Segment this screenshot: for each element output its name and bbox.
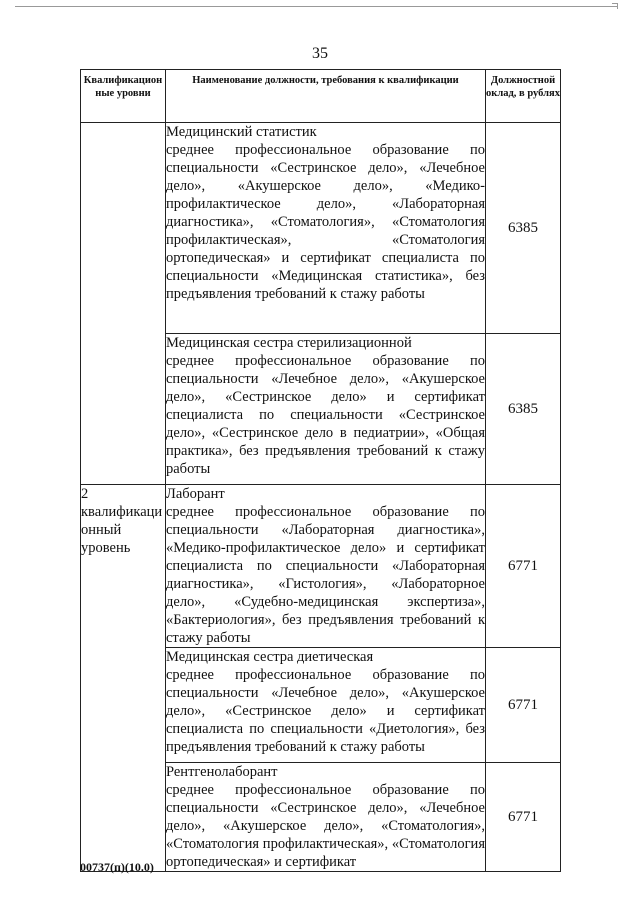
position-requirements: среднее профессиональное образование по специальности «Сестринское дело», «Лечебное дело», «Акушерское дело», «Стоматология», «Стоматология профилактическая», «Стоматология ортопедическая» и сертификат — [166, 782, 485, 870]
position-cell — [166, 334, 486, 485]
scan-top-border — [15, 6, 618, 7]
page-number: 35 — [312, 45, 328, 62]
qualification-table — [80, 69, 561, 872]
position-title: Рентгенолаборант — [166, 764, 278, 780]
header-position: Наименование должности, требования к квалификации — [166, 70, 486, 123]
salary-cell: 6385 — [486, 123, 561, 334]
table-row — [81, 485, 561, 648]
position-requirements: среднее профессиональное образование по специальности «Сестринское дело», «Лечебное дело», «Акушерское дело», «Медико-профилактическое дело», «Лабораторная диагностика», «Стоматология», «Стоматология профилактическая», «Стоматология ортопедическая» и сертификат специалиста по специальности «Медицинская статистика», без предъявления требований к стажу работы — [166, 142, 485, 302]
level-cell — [81, 123, 166, 485]
position-requirements: среднее профессиональное образование по специальности «Лечебное дело», «Акушерское дело», «Сестринское дело» и сертификат специалиста по специальности «Диетология», без предъявления требований к стажу работы — [166, 667, 485, 755]
document-code: 00737(п)(10.0) — [80, 860, 154, 874]
level-cell: 2 квалификаци онный уровень — [81, 485, 166, 872]
header-salary: Должностной оклад, в рублях — [486, 70, 561, 123]
salary-cell: 6771 — [486, 763, 561, 872]
position-cell — [166, 485, 486, 648]
position-requirements: среднее профессиональное образование по специальности «Лабораторная диагностика», «Медико-профилактическое дело» и сертификат специалиста по специальности «Лабораторная диагностика», «Гистология», «Лабораторное дело», «Судебно-медицинская экспертиза», «Бактериология», без предъявления требований к стажу работы — [166, 504, 485, 646]
salary-cell: 6771 — [486, 485, 561, 648]
position-title: Медицинская сестра стерилизационной — [166, 335, 412, 351]
salary-cell: 6385 — [486, 334, 561, 485]
salary-cell: 6771 — [486, 648, 561, 763]
table-header-row — [81, 70, 561, 123]
position-cell — [166, 763, 486, 872]
position-title: Медицинский статистик — [166, 124, 317, 140]
position-title: Медицинская сестра диетическая — [166, 649, 374, 665]
header-level: Квалификацион ные уровни — [81, 70, 166, 123]
position-cell — [166, 123, 486, 334]
position-requirements: среднее профессиональное образование по специальности «Лечебное дело», «Акушерское дело», «Сестринское дело» и сертификат специалиста по специальности «Сестринское дело», «Сестринское дело в педиатрии», «Общая практика», без предъявления требований к стажу работы — [166, 353, 485, 477]
position-title: Лаборант — [166, 486, 225, 502]
table-row — [81, 123, 561, 334]
position-cell — [166, 648, 486, 763]
scan-corner-mark — [612, 3, 618, 9]
